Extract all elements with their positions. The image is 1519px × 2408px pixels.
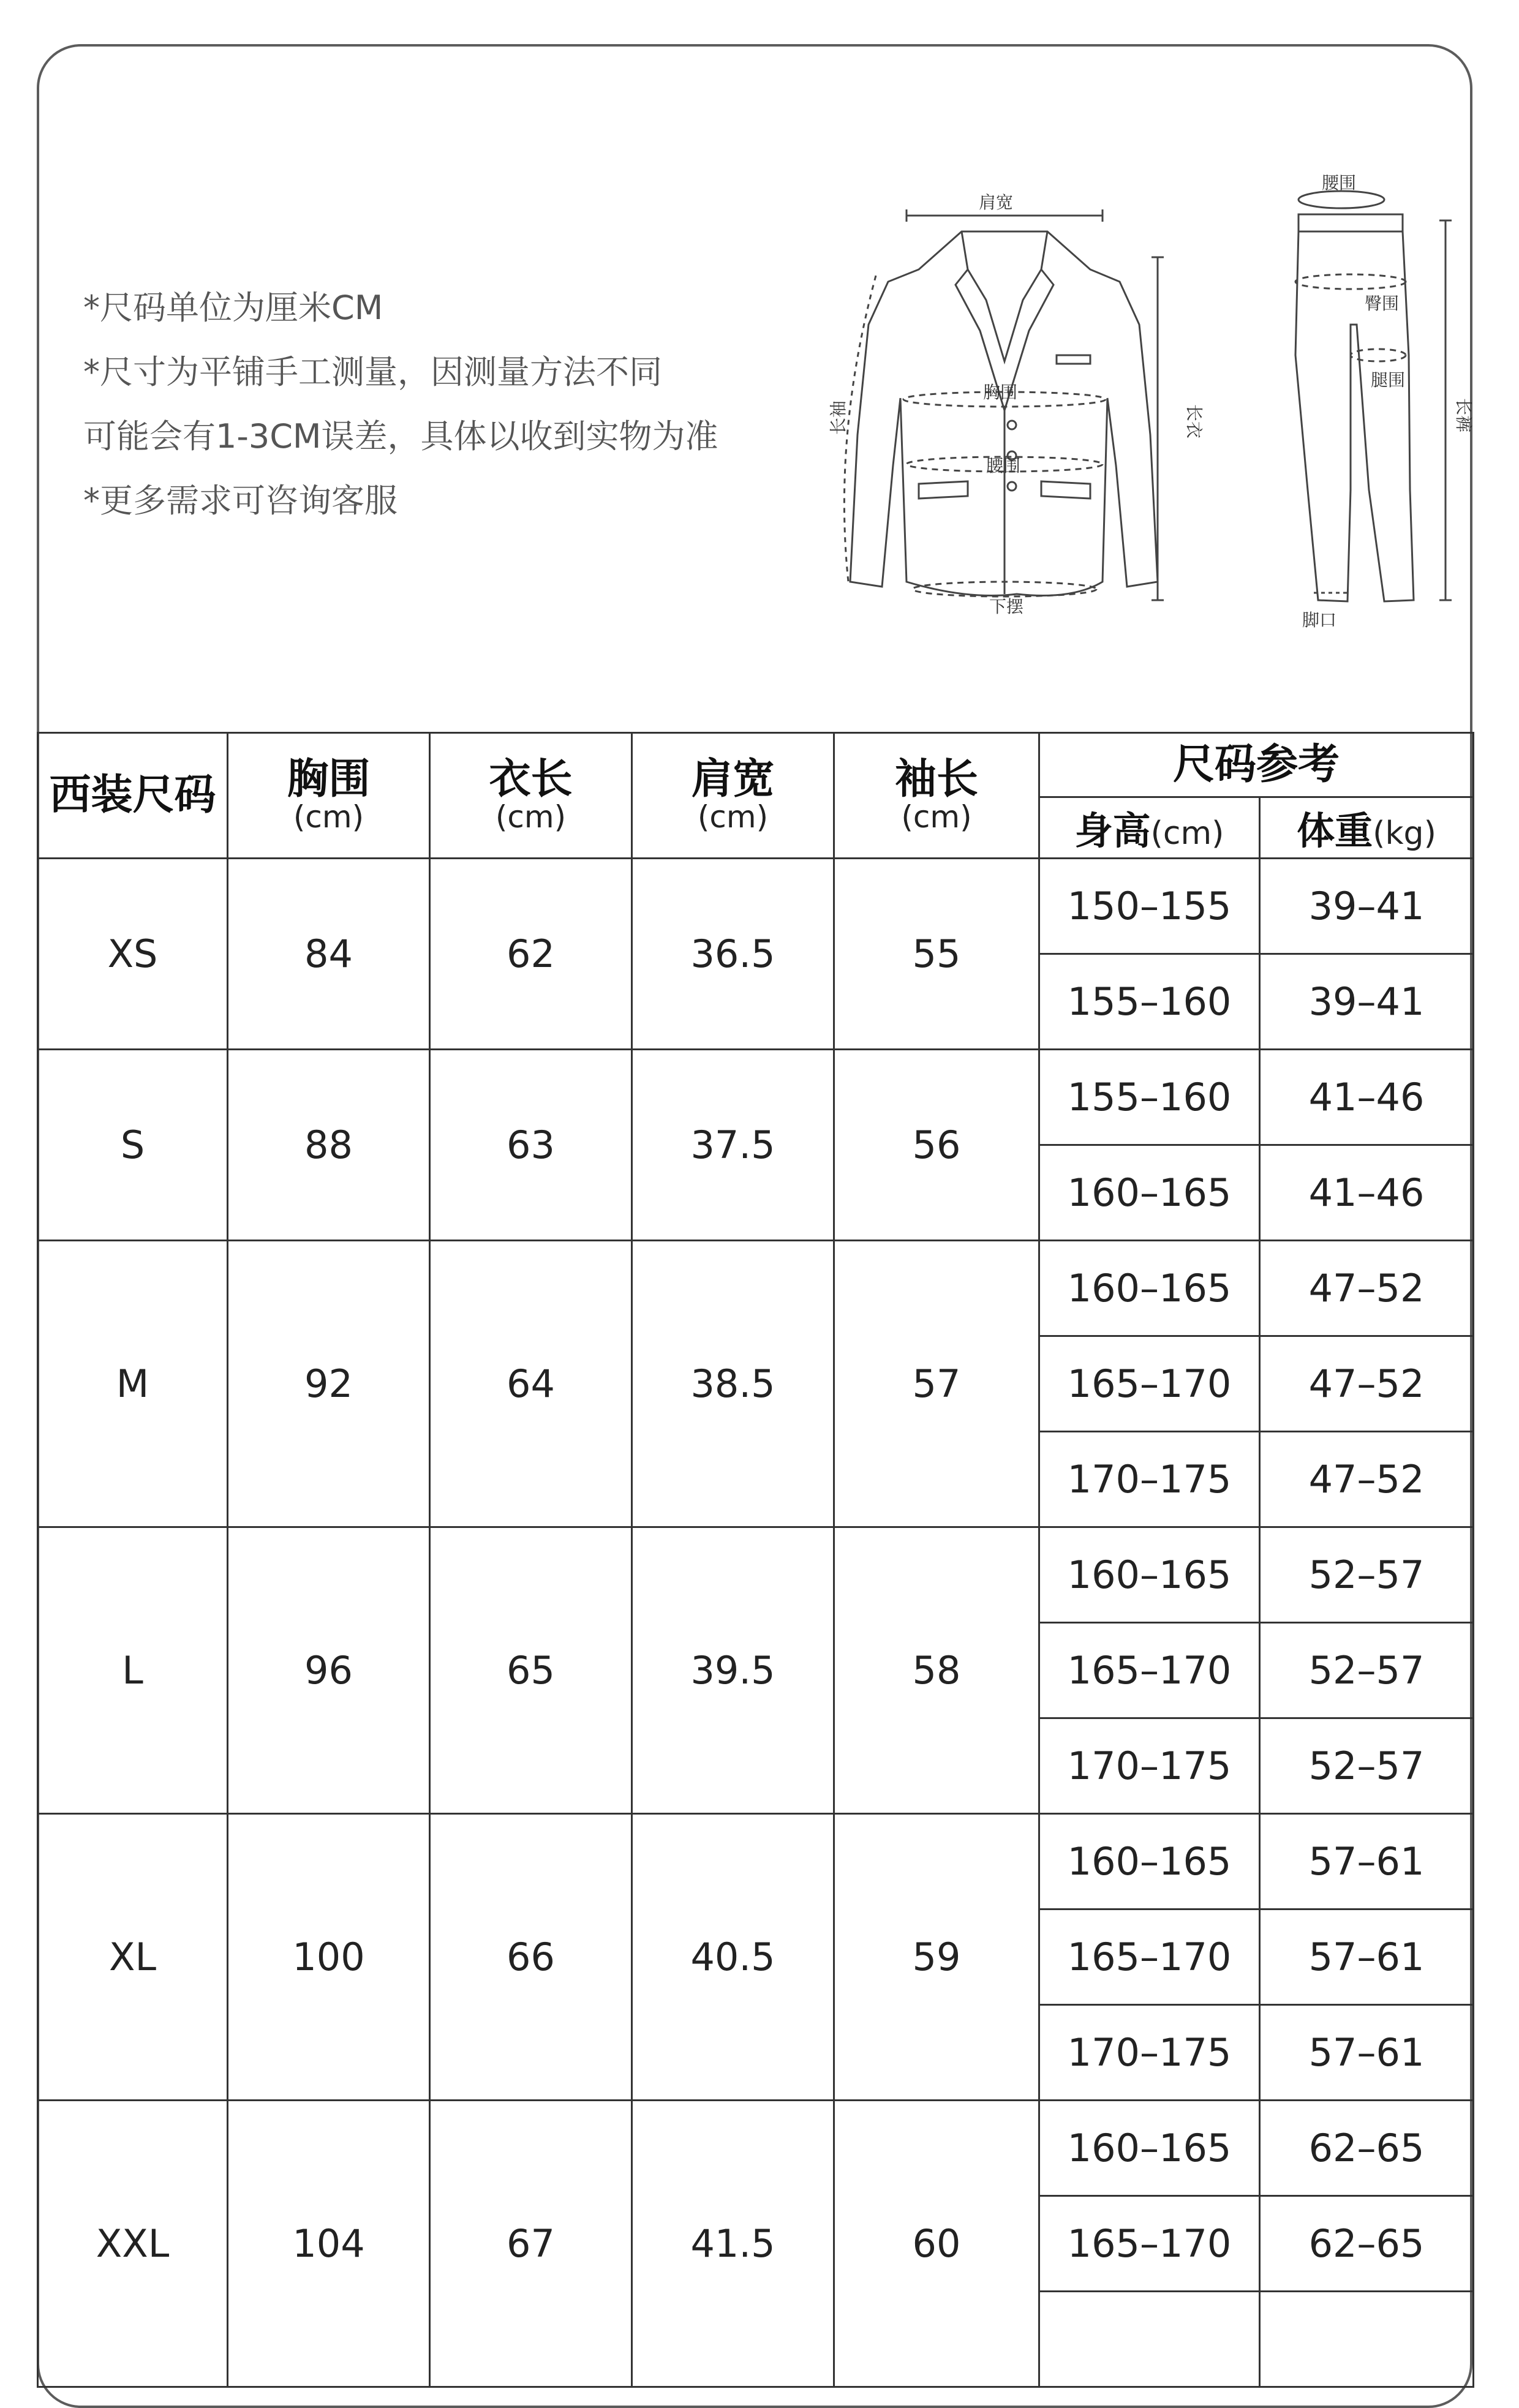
cell-ref-weight [1260,2292,1474,2387]
table-row [38,1814,1474,1909]
header-size-reference: 尺码参考 [1039,733,1474,797]
cell-ref-height: 160–165 [1039,1145,1260,1241]
cell-chest: 88 [228,1050,430,1241]
cell-ref-weight: 57–61 [1260,1909,1474,2005]
jacket-drawing [815,178,1207,631]
cell-chest: 104 [228,2101,430,2387]
cell-chest: 92 [228,1241,430,1527]
cell-sleeve: 59 [834,1814,1039,2101]
length-label: 长衣 [1184,404,1204,439]
cell-shoulder: 38.5 [632,1241,834,1527]
cell-size: M [38,1241,228,1527]
sleeve-label: 长袖 [828,400,848,435]
cell-size: XS [38,859,228,1050]
waist-label: 腰围 [986,456,1021,476]
cell-length: 63 [430,1050,632,1241]
cell-ref-weight: 39–41 [1260,859,1474,954]
cell-shoulder: 36.5 [632,859,834,1050]
cell-shoulder: 41.5 [632,2101,834,2387]
cell-ref-height: 160–165 [1039,2101,1260,2196]
table-row [38,1050,1474,1145]
cell-sleeve: 55 [834,859,1039,1050]
cell-sleeve: 57 [834,1241,1039,1527]
cell-size: XL [38,1814,228,2101]
pants-diagram [1250,171,1474,674]
header-size: 西装尺码 [38,733,228,859]
cell-chest: 84 [228,859,430,1050]
cell-length: 66 [430,1814,632,2101]
header-chest: 胸围 (cm) [228,733,430,859]
note-line: *尺码单位为厘米CM [83,288,383,327]
cell-ref-height: 165–170 [1039,1623,1260,1718]
table-row [38,1527,1474,1623]
cell-ref-weight: 57–61 [1260,1814,1474,1909]
header-height: 身高(cm) [1039,797,1260,859]
cell-shoulder: 39.5 [632,1527,834,1814]
size-rows [38,859,1474,2387]
cell-ref-weight: 57–61 [1260,2005,1474,2101]
pants-waist-label: 腰围 [1322,173,1357,193]
cell-ref-height: 150–155 [1039,859,1260,954]
cell-ref-height: 155–160 [1039,1050,1260,1145]
cell-ref-weight: 41–46 [1260,1145,1474,1241]
cell-ref-weight: 47–52 [1260,1432,1474,1527]
hem-label: 下摆 [989,596,1024,617]
cell-ref-height [1039,2292,1260,2387]
pants-drawing [1250,171,1474,674]
cell-shoulder: 40.5 [632,1814,834,2101]
cell-ref-height: 160–165 [1039,1241,1260,1336]
jacket-diagram [815,178,1207,631]
cell-ref-height: 170–175 [1039,1718,1260,1814]
cell-shoulder: 37.5 [632,1050,834,1241]
cell-size: XXL [38,2101,228,2387]
cell-size: S [38,1050,228,1241]
hip-label: 臀围 [1365,293,1400,314]
cell-ref-height: 170–175 [1039,2005,1260,2101]
cell-chest: 100 [228,1814,430,2101]
cell-ref-weight: 52–57 [1260,1623,1474,1718]
note-line: 可能会有1-3CM误差，具体以收到实物为准 [83,417,718,456]
table-row [38,2101,1474,2196]
cell-chest: 96 [228,1527,430,1814]
cell-size: L [38,1527,228,1814]
header-length: 衣长 (cm) [430,733,632,859]
pants-length-label: 长裤 [1453,398,1474,433]
cell-sleeve: 56 [834,1050,1039,1241]
measurement-notes [83,276,718,533]
cell-length: 65 [430,1527,632,1814]
table-row [38,1241,1474,1336]
cuff-label: 脚口 [1302,610,1337,630]
cell-length: 62 [430,859,632,1050]
cell-sleeve: 60 [834,2101,1039,2387]
cell-ref-weight: 62–65 [1260,2101,1474,2196]
cell-sleeve: 58 [834,1527,1039,1814]
thigh-label: 腿围 [1371,370,1406,390]
cell-ref-height: 170–175 [1039,1432,1260,1527]
cell-ref-weight: 47–52 [1260,1241,1474,1336]
cell-ref-height: 165–170 [1039,1336,1260,1432]
cell-ref-weight: 47–52 [1260,1336,1474,1432]
cell-ref-height: 155–160 [1039,954,1260,1050]
note-line: *更多需求可咨询客服 [83,481,398,520]
note-line: *尺寸为平铺手工测量，因测量方法不同 [83,353,662,391]
cell-ref-height: 160–165 [1039,1527,1260,1623]
header-sleeve: 袖长 (cm) [834,733,1039,859]
header-weight: 体重(kg) [1260,797,1474,859]
chest-label: 胸围 [983,382,1018,402]
cell-ref-weight: 52–57 [1260,1718,1474,1814]
header-shoulder: 肩宽 (cm) [632,733,834,859]
size-table [37,732,1474,2388]
cell-ref-weight: 52–57 [1260,1527,1474,1623]
cell-length: 67 [430,2101,632,2387]
cell-ref-weight: 39–41 [1260,954,1474,1050]
cell-ref-height: 165–170 [1039,1909,1260,2005]
table-row [38,859,1474,954]
cell-ref-weight: 41–46 [1260,1050,1474,1145]
cell-ref-weight: 62–65 [1260,2196,1474,2292]
cell-length: 64 [430,1241,632,1527]
shoulder-label: 肩宽 [979,192,1014,213]
cell-ref-height: 165–170 [1039,2196,1260,2292]
cell-ref-height: 160–165 [1039,1814,1260,1909]
